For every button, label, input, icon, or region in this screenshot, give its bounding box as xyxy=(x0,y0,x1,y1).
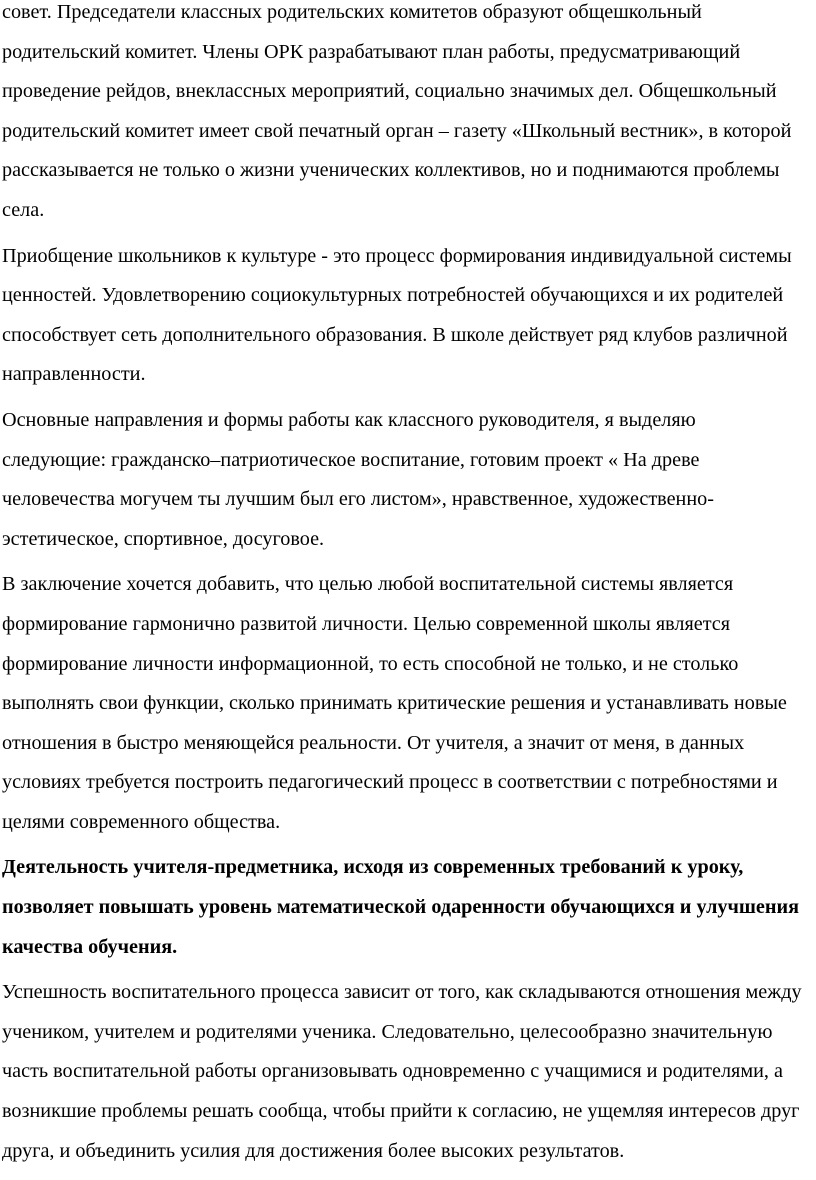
paragraph-directions: Основные направления и формы работы как классного руководителя, я выделяю следующие: гражданско–патриотическое воспитание, готовим проект « На древе человечества могучем ты лучшим был его листом», нравственное, художественно-эстетическое, спортивное, досуговое. xyxy=(2,408,714,550)
paragraph-culture: Приобщение школьников к культуре - это процесс формирования индивидуальной системы ценностей. Удовлетворению социокультурных потребностей обучающихся и их родителей способствует сеть дополнительного образования. В школе действует ряд клубов различной направленности. xyxy=(2,244,792,386)
paragraph-bold-heading: Деятельность учителя-предметника, исходя из современных требований к уроку, позволяет повышать уровень математической одаренности обучающихся и улучшения качества обучения. xyxy=(2,856,800,958)
paragraph-parent-committee: совет. Председатели классных родительских комитетов образуют общешкольный родительский комитет. Члены ОРК разрабатывают план работы, предусматривающий проведение рейдов, внеклассных мероприятий, социально значимых дел. Общешкольный родительский комитет имеет свой печатный орган – газету «Школьный вестник», в которой рассказывается не только о жизни ученических коллективов, но и поднимаются проблемы села. xyxy=(2,1,792,221)
paragraph-success: Успешность воспитательного процесса зависит от того, как складываются отношения между учеником, учителем и родителями ученика. Следовательно, целесообразно значительную часть воспитательной работы организовывать одновременно с учащимися и родителями, а возникшие проблемы решать сообща, чтобы прийти к согласию, не ущемляя интересов друг друга, и объединить усилия для достижения более высоких результатов. xyxy=(2,981,802,1162)
paragraph-conclusion: В заключение хочется добавить, что целью любой воспитательной системы является формирование гармонично развитой личности. Целью современной школы является формирование личности информационной, то есть способной не только, и не столько выполнять свои функции, сколько принимать критические решения и устанавливать новые отношения в быстро меняющейся реальности. От учителя, а значит от меня, в данных условиях требуется построить педагогический процесс в соответствии с потребностями и целями современного общества. xyxy=(2,573,787,833)
